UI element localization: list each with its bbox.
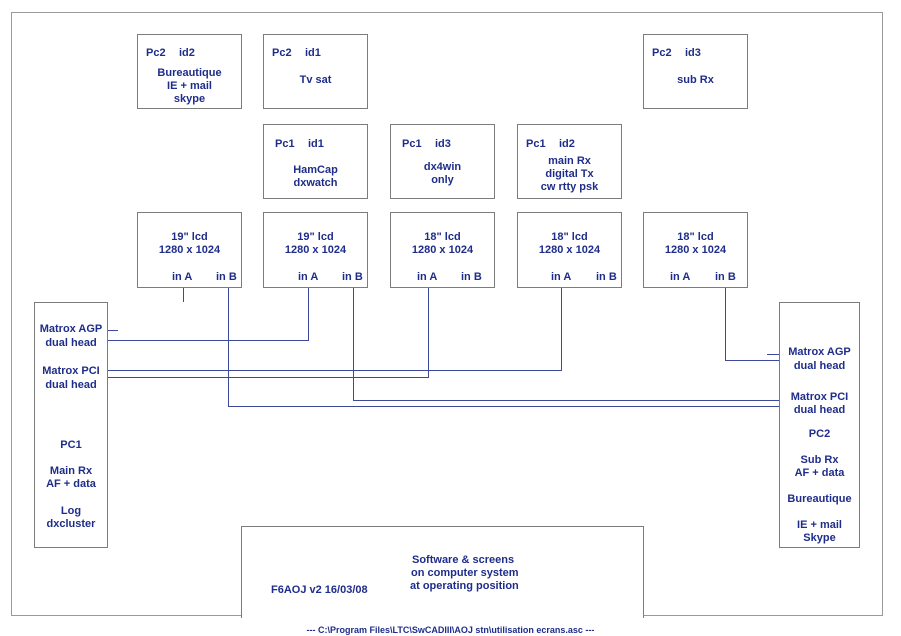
input-a-label: in A [670, 271, 691, 283]
screen-resolution: 1280 x 1024 [411, 244, 474, 256]
id-label: id2 [559, 138, 575, 150]
pc-office: Bureautique [787, 493, 852, 505]
pc-name: PC1 [60, 439, 82, 451]
pc-label: Pc2 [652, 47, 672, 59]
role-line: skype [173, 93, 206, 105]
role-line: Tv sat [299, 74, 332, 86]
screen-resolution: 1280 x 1024 [158, 244, 221, 256]
screen-size: 18" lcd [424, 231, 461, 243]
input-a-label: in A [172, 271, 193, 283]
input-b-label: in B [596, 271, 617, 283]
pc-mail: IE + mail [797, 519, 842, 531]
pc-label: Pc1 [275, 138, 295, 150]
input-b-label: in B [461, 271, 482, 283]
cable-pc1-pci-screen4-a [108, 288, 562, 371]
screen-resolution: 1280 x 1024 [538, 244, 601, 256]
pci-card-label: dual head [793, 404, 846, 416]
pc-label: Pc1 [526, 138, 546, 150]
pc-role: AF + data [46, 478, 96, 490]
screen-resolution: 1280 x 1024 [284, 244, 347, 256]
agp-card-label: Matrox AGP [788, 346, 851, 358]
title-heading: Software & screens [412, 554, 515, 566]
pc-role: Main Rx [49, 465, 93, 477]
role-line: digital Tx [545, 168, 594, 180]
pc-name: PC2 [808, 428, 831, 440]
pc-role: AF + data [794, 467, 845, 479]
agp-card-label: dual head [793, 360, 846, 372]
pc-log: dxcluster [46, 518, 96, 530]
role-line: HamCap [293, 164, 338, 176]
role-line: sub Rx [677, 74, 714, 86]
screen-size: 19" lcd [171, 231, 208, 243]
title-heading: at operating position [410, 580, 519, 592]
cable-pc1-pci-screen3-a [108, 288, 429, 378]
input-b-label: in B [342, 271, 363, 283]
pc-label: Pc2 [272, 47, 292, 59]
cable-pc2-pci-screen2-b [354, 288, 780, 401]
pc-role: Sub Rx [800, 454, 839, 466]
cable-pc1-agp-screen2-a [108, 288, 309, 341]
id-label: id3 [435, 138, 451, 150]
agp-card-label: dual head [45, 337, 97, 349]
input-b-label: in B [715, 271, 736, 283]
id-label: id2 [179, 47, 195, 59]
title-heading: on computer system [411, 567, 519, 579]
input-a-label: in A [298, 271, 319, 283]
screen-size: 18" lcd [677, 231, 714, 243]
role-line: Bureautique [157, 67, 222, 79]
pc-log: Log [60, 505, 82, 517]
input-b-label: in B [216, 271, 237, 283]
input-a-label: in A [551, 271, 572, 283]
id-label: id3 [685, 47, 701, 59]
pci-card-label: Matrox PCI [42, 365, 100, 377]
cable-pc2-pci-screen1-b [229, 288, 780, 407]
title-author: F6AOJ v2 16/03/08 [271, 584, 368, 596]
screen-size: 19" lcd [297, 231, 334, 243]
file-path-footer: --- C:\Program Files\LTC\SwCADIII\AOJ stn\utilisation ecrans.asc --- [306, 625, 595, 635]
role-line: dxwatch [293, 177, 338, 189]
role-line: main Rx [548, 155, 591, 167]
role-line: IE + mail [167, 80, 212, 92]
screen-size: 18" lcd [551, 231, 588, 243]
input-a-label: in A [417, 271, 438, 283]
pc-label: Pc1 [402, 138, 422, 150]
role-line: dx4win [423, 161, 462, 173]
role-line: only [431, 174, 454, 186]
pc-mail: Skype [803, 532, 836, 544]
id-label: id1 [305, 47, 321, 59]
role-line: cw rtty psk [540, 181, 599, 193]
pci-card-label: Matrox PCI [790, 391, 849, 403]
pci-card-label: dual head [45, 379, 97, 391]
cable-pc2-agp-screen5-b [726, 288, 780, 361]
id-label: id1 [308, 138, 324, 150]
agp-card-label: Matrox AGP [39, 323, 103, 335]
pc-label: Pc2 [146, 47, 166, 59]
screen-resolution: 1280 x 1024 [664, 244, 727, 256]
